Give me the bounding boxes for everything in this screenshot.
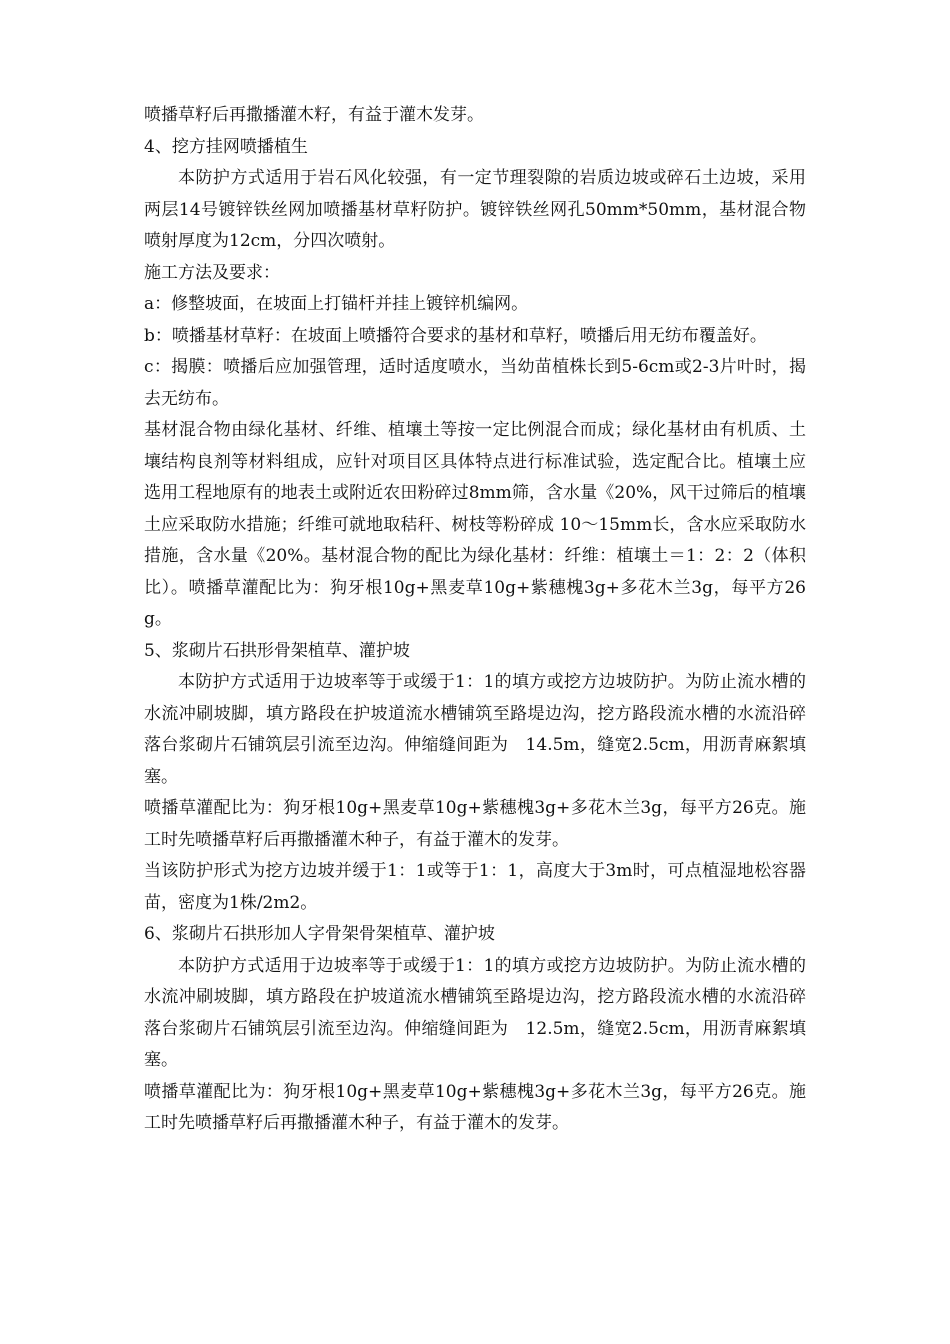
section-heading-5: 5、浆砌片石拱形骨架植草、灌护坡 bbox=[144, 640, 410, 661]
section-5-planting-note: 当该防护形式为挖方边坡并缓于1：1或等于1：1，高度大于3m时，可点植湿地松容器苗，密度为1株/2m2。 bbox=[144, 861, 806, 913]
mixture-description: 基材混合物由绿化基材、纤维、植壤土等按一定比例混合而成；绿化基材由有机质、土壤结构良剂等材料组成，应针对项目区具体特点进行标准试验，选定配合比。植壤土应选用工程地原有的地表土或附近农田粉碎过8mm筛，含水量《20%，风干过筛后的植壤土应采取防水措施；纤维可就地取秸秆、树枝等粉碎成 10～15mm长，含水应采取防水措施，含水量《20%。基材混合物的配比为绿化基材：纤维：植壤土＝1：2：2（体积比）。喷播草灌配比为：狗牙根10g+黑麦草10g+紫穗槐3g+多花木兰3g，每平方26g。 bbox=[144, 420, 806, 629]
construction-method-heading: 施工方法及要求： bbox=[144, 262, 280, 283]
section-4-description: 本防护方式适用于岩石风化较强，有一定节理裂隙的岩质边坡或碎石土边坡，采用两层14号镀锌铁丝网加喷播基材草籽防护。镀锌铁丝网孔50mm*50mm，基材混合物喷射厚度为12cm，分四次喷射。 bbox=[144, 168, 806, 251]
section-5-description: 本防护方式适用于边坡率等于或缓于1：1的填方或挖方边坡防护。为防止流水槽的水流冲刷坡脚，填方路段在护坡道流水槽铺筑至路堤边沟，挖方路段流水槽的水流沿碎落台浆砌片石铺筑层引流至边沟。伸缩缝间距为 14.5m，缝宽2.5cm，用沥青麻絮填塞。 bbox=[144, 672, 806, 787]
step-c: c：揭膜：喷播后应加强管理，适时适度喷水，当幼苗植株长到5-6cm或2-3片叶时，揭去无纺布。 bbox=[144, 357, 806, 409]
step-b: b：喷播基材草籽：在坡面上喷播符合要求的基材和草籽，喷播后用无纺布覆盖好。 bbox=[144, 325, 767, 346]
section-heading-4: 4、挖方挂网喷播植生 bbox=[144, 136, 308, 157]
section-6-seed-ratio: 喷播草灌配比为：狗牙根10g+黑麦草10g+紫穗槐3g+多花木兰3g，每平方26克。施工时先喷播草籽后再撒播灌木种子，有益于灌木的发芽。 bbox=[144, 1081, 806, 1133]
document-body bbox=[144, 100, 806, 1140]
section-6-description: 本防护方式适用于边坡率等于或缓于1：1的填方或挖方边坡防护。为防止流水槽的水流冲刷坡脚，填方路段在护坡道流水槽铺筑至路堤边沟，挖方路段流水槽的水流沿碎落台浆砌片石铺筑层引流至边沟。伸缩缝间距为 12.5m，缝宽2.5cm，用沥青麻絮填塞。 bbox=[144, 955, 806, 1070]
paragraph-continuation: 喷播草籽后再撒播灌木籽，有益于灌木发芽。 bbox=[144, 105, 484, 125]
step-a: a：修整坡面，在坡面上打锚杆并挂上镀锌机编网。 bbox=[144, 294, 529, 314]
section-5-seed-ratio: 喷播草灌配比为：狗牙根10g+黑麦草10g+紫穗槐3g+多花木兰3g，每平方26克。施工时先喷播草籽后再撒播灌木种子，有益于灌木的发芽。 bbox=[144, 798, 806, 850]
section-heading-6: 6、浆砌片石拱形加人字骨架骨架植草、灌护坡 bbox=[144, 924, 495, 944]
